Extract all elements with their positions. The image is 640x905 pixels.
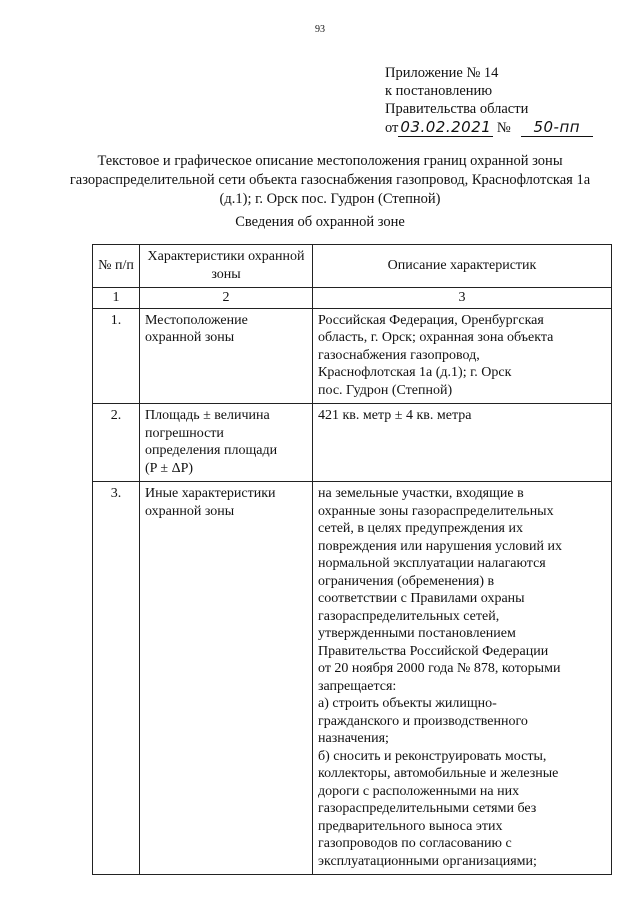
row-number: 3.	[93, 482, 140, 875]
row-number: 1.	[93, 308, 140, 404]
header-number: № п/п	[93, 245, 140, 288]
zone-info-table	[92, 244, 612, 875]
row-characteristic: Иные характеристики охранной зоны	[140, 482, 313, 875]
section-subtitle: Сведения об охранной зоне	[235, 214, 405, 230]
appendix-block	[385, 64, 593, 137]
handwritten-number: 50-пп	[521, 118, 593, 137]
number-prefix: №	[496, 120, 511, 136]
appendix-line-3: Правительства области	[385, 101, 529, 117]
appendix-date-line	[385, 118, 593, 137]
header-description: Описание характеристик	[313, 245, 612, 288]
row-number: 2.	[93, 404, 140, 482]
row-characteristic: Площадь ± величина погрешности определения площади (P ± ΔP)	[140, 404, 313, 482]
document-title: Текстовое и графическое описание местоположения границ охранной зоны газораспределительной сети объекта газоснабжения газопровод, Краснофлотская 1а (д.1); г. Орск пос. Гудрон (Степной)	[69, 153, 591, 207]
index-cell: 1	[93, 288, 140, 309]
page-number: 93	[315, 24, 325, 35]
header-characteristics: Характеристики охранной зоны	[140, 245, 313, 288]
row-characteristic: Местоположение охранной зоны	[140, 308, 313, 404]
appendix-line-2: к постановлению	[385, 83, 493, 99]
row-description: 421 кв. метр ± 4 кв. метра	[313, 404, 612, 482]
row-description: Российская Федерация, Оренбургская область, г. Орск; охранная зона объекта газоснабжения газопровод, Краснофлотская 1а (д.1); г. Орск пос. Гудрон (Степной)	[313, 308, 612, 404]
table-row	[93, 308, 612, 404]
table-header-row	[93, 245, 612, 288]
index-cell: 2	[140, 288, 313, 309]
table-row	[93, 404, 612, 482]
row-description: на земельные участки, входящие в охранные зоны газораспределительных сетей, в целях предупреждения их повреждения или нарушения условий их нормальной эксплуатации налагаются ограничения (обременения) в соответствии с Правилами охраны газораспределительных сетей, утвержденными постановлением Правительства Российской Федерации от 20 ноября 2000 года № 878, которыми запрещается: а) строить объекты жилищно- гражданского и производственного назначения; б) сносить и реконструировать мосты, коллекторы, автомобильные и железные дороги с расположенными на них газораспределительными сетями без предварительного выноса этих газопроводов по согласованию с эксплуатационными организациями;	[313, 482, 612, 875]
date-prefix: от	[385, 120, 399, 136]
table-index-row	[93, 288, 612, 309]
handwritten-date: 03.02.2021	[400, 118, 492, 136]
table-row	[93, 482, 612, 875]
appendix-line-1: Приложение № 14	[385, 65, 499, 81]
index-cell: 3	[313, 288, 612, 309]
